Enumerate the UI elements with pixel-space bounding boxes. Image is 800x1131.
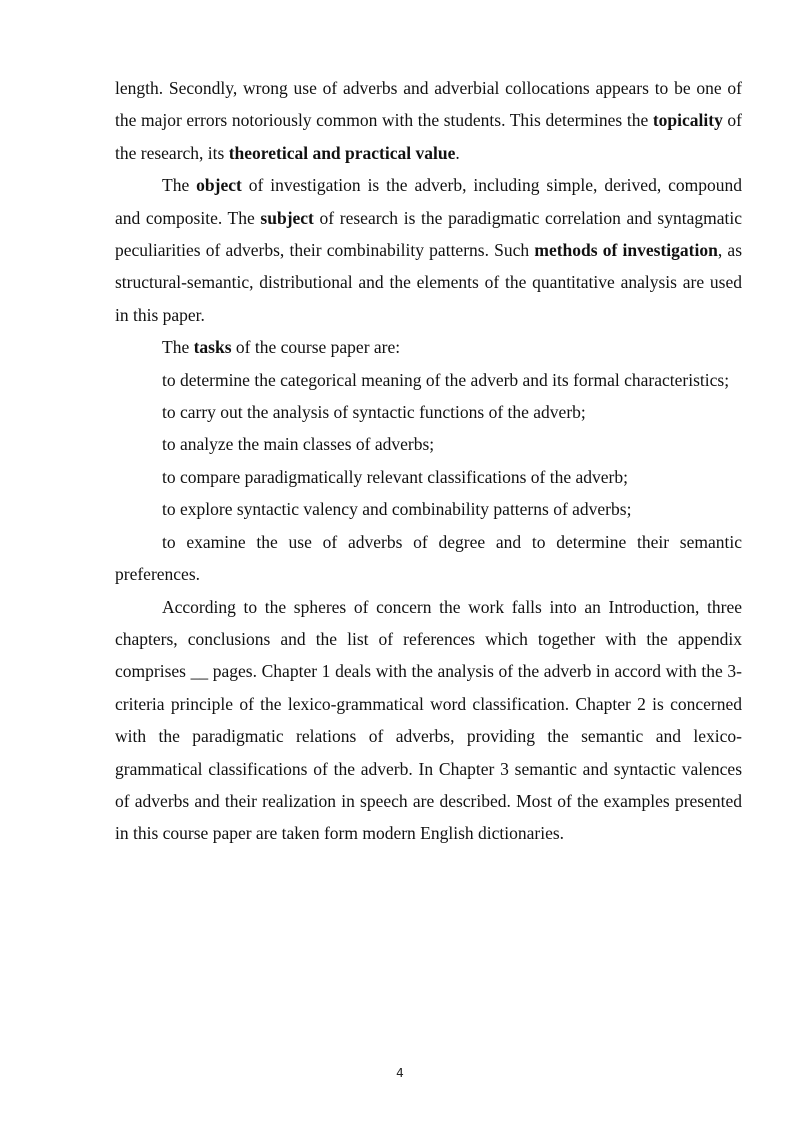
- task-item: to determine the categorical meaning of the adverb and its formal characteristics;: [162, 369, 730, 390]
- text-run: The: [162, 175, 197, 196]
- paragraph-topicality: [115, 72, 742, 169]
- text-run: length. Secondly, wrong use of adverbs and adverbial collocations appears to be one of the major errors notoriously common with the students. This determines the: [115, 78, 742, 131]
- text-run: of the course paper are:: [231, 337, 401, 358]
- bold-term-topicality: topicality: [652, 110, 723, 131]
- text-run: of the research, its: [115, 110, 743, 163]
- task-item: to carry out the analysis of syntactic functions of the adverb;: [162, 402, 586, 423]
- task-item: to analyze the main classes of adverbs;: [162, 434, 435, 455]
- text-run: of research is the paradigmatic correlation and syntagmatic peculiarities of adverbs, their combinability patterns. Such: [115, 207, 742, 261]
- bold-term-object: object: [196, 175, 242, 196]
- task-item: to examine the use of adverbs of degree and to determine their semantic preferences.: [115, 531, 742, 585]
- task-item: to explore syntactic valency and combinability patterns of adverbs;: [162, 499, 632, 520]
- text-run: of investigation is the adverb, including simple, derived, compound and composite. The: [115, 175, 742, 228]
- document-page: [115, 72, 742, 850]
- bold-term-tasks: tasks: [193, 337, 232, 358]
- paragraph-structure: According to the spheres of concern the work falls into an Introduction, three chapters, conclusions and the list of references which together with the appendix comprises __ pages. Chapter 1 deals with the analysis of the adverb in accord with the 3-criteria principle of the lexico-grammatical word classification. Chapter 2 is concerned with the paradigmatic relations of adverbs, providing the semantic and lexico-grammatical classifications of the adverb. In Chapter 3 semantic and syntactic valences of adverbs and their realization in speech are described. Most of the examples presented in this course paper are taken form modern English dictionaries.: [115, 596, 742, 844]
- paragraph-tasks-intro: [115, 331, 742, 363]
- bold-term-methods: methods of investigation: [534, 240, 718, 261]
- text-run: .: [455, 142, 460, 163]
- paragraph-object-subject: [115, 169, 742, 331]
- bold-term-subject: subject: [260, 207, 314, 228]
- task-item: to compare paradigmatically relevant classifications of the adverb;: [162, 466, 628, 487]
- text-run: , as structural-semantic, distributional and the elements of the quantitative analysis are used in this paper.: [115, 240, 742, 325]
- page-number: 4: [396, 1066, 404, 1080]
- text-run: The: [162, 337, 194, 358]
- bold-term-value: theoretical and practical value: [228, 142, 456, 163]
